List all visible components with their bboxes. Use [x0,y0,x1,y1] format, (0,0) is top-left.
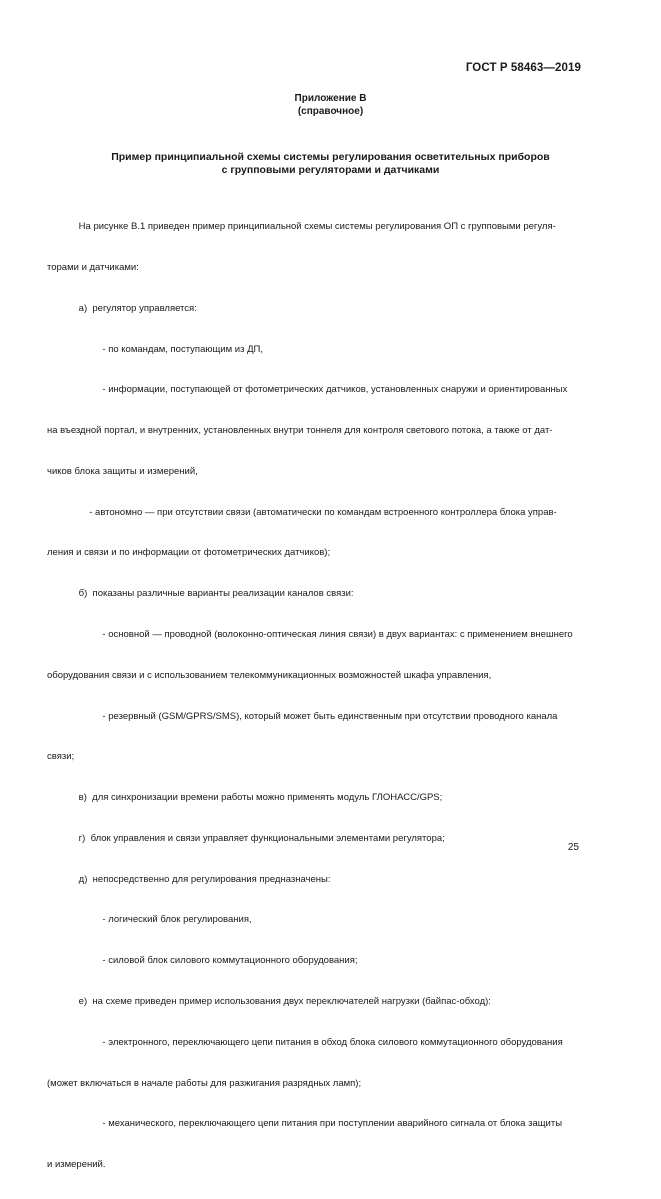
body-line: - электронного, переключающего цепи питания в обход блока силового коммутационного оборудования [47,1036,563,1048]
appendix-type: (справочное) [297,106,364,117]
body-line: - логический блок регулирования, [47,914,252,926]
body-text [47,193,582,1199]
body-line: чиков блока защиты и измерений, [47,465,198,477]
body-line: - основной — проводной (волоконно-оптическая линия связи) в двух вариантах: с применением внешнего [47,629,573,640]
body-line: в) для синхронизации времени работы можно применять модуль ГЛОНАСС/GPS; [47,792,443,804]
body-line: ления и связи и по информации от фотометрических датчиков); [47,547,331,559]
section-title-line-2: с групповыми регуляторами и датчиками [221,164,440,176]
page-number: 25 [567,842,579,853]
appendix-heading [0,92,661,118]
body-line: - силовой блок силового коммутационного оборудования; [47,955,358,967]
body-line: связи; [47,751,75,763]
body-line: - механического, переключающего цепи питания при поступлении аварийного сигнала от блока защиты [47,1118,563,1130]
body-line: е) на схеме приведен пример использования двух переключателей нагрузки (байпас-обход): [47,996,491,1008]
section-title [0,151,661,177]
body-line: (может включаться в начале работы для разжигания разрядных ламп); [47,1077,362,1089]
body-line: а) регулятор управляется: [47,302,197,314]
body-line: и измерений. [47,1159,106,1171]
body-line: торами и датчиками: [47,261,139,273]
body-line: - информации, поступающей от фотометрических датчиков, установленных снаружи и ориентированных [47,384,568,396]
body-line: б) показаны различные варианты реализации каналов связи: [47,588,354,600]
body-line: - по командам, поступающим из ДП, [47,343,263,355]
body-line: На рисунке В.1 приведен пример принципиальной схемы системы регулирования ОП с групповыми регуля- [47,221,556,233]
body-line: г) блок управления и связи управляет функциональными элементами регулятора; [47,832,445,844]
body-line: - автономно — при отсутствии связи (автоматически по командам встроенного контроллера блока управ- [47,506,557,518]
section-title-line-1: Пример принципиальной схемы системы регулирования осветительных приборов [111,151,550,163]
body-line: на въездной портал, и внутренних, установленных внутри тоннеля для контроля светового потока, а также от дат- [47,425,553,437]
body-line: д) непосредственно для регулирования предназначены: [47,873,331,885]
body-line: оборудования связи и с использованием телекоммуникационных возможностей шкафа управления, [47,669,492,681]
appendix-label: Приложение В [294,93,367,104]
document-code: ГОСТ Р 58463—2019 [465,62,581,74]
body-line: - резервный (GSM/GPRS/SMS), который может быть единственным при отсутствии проводного канала [47,710,558,722]
